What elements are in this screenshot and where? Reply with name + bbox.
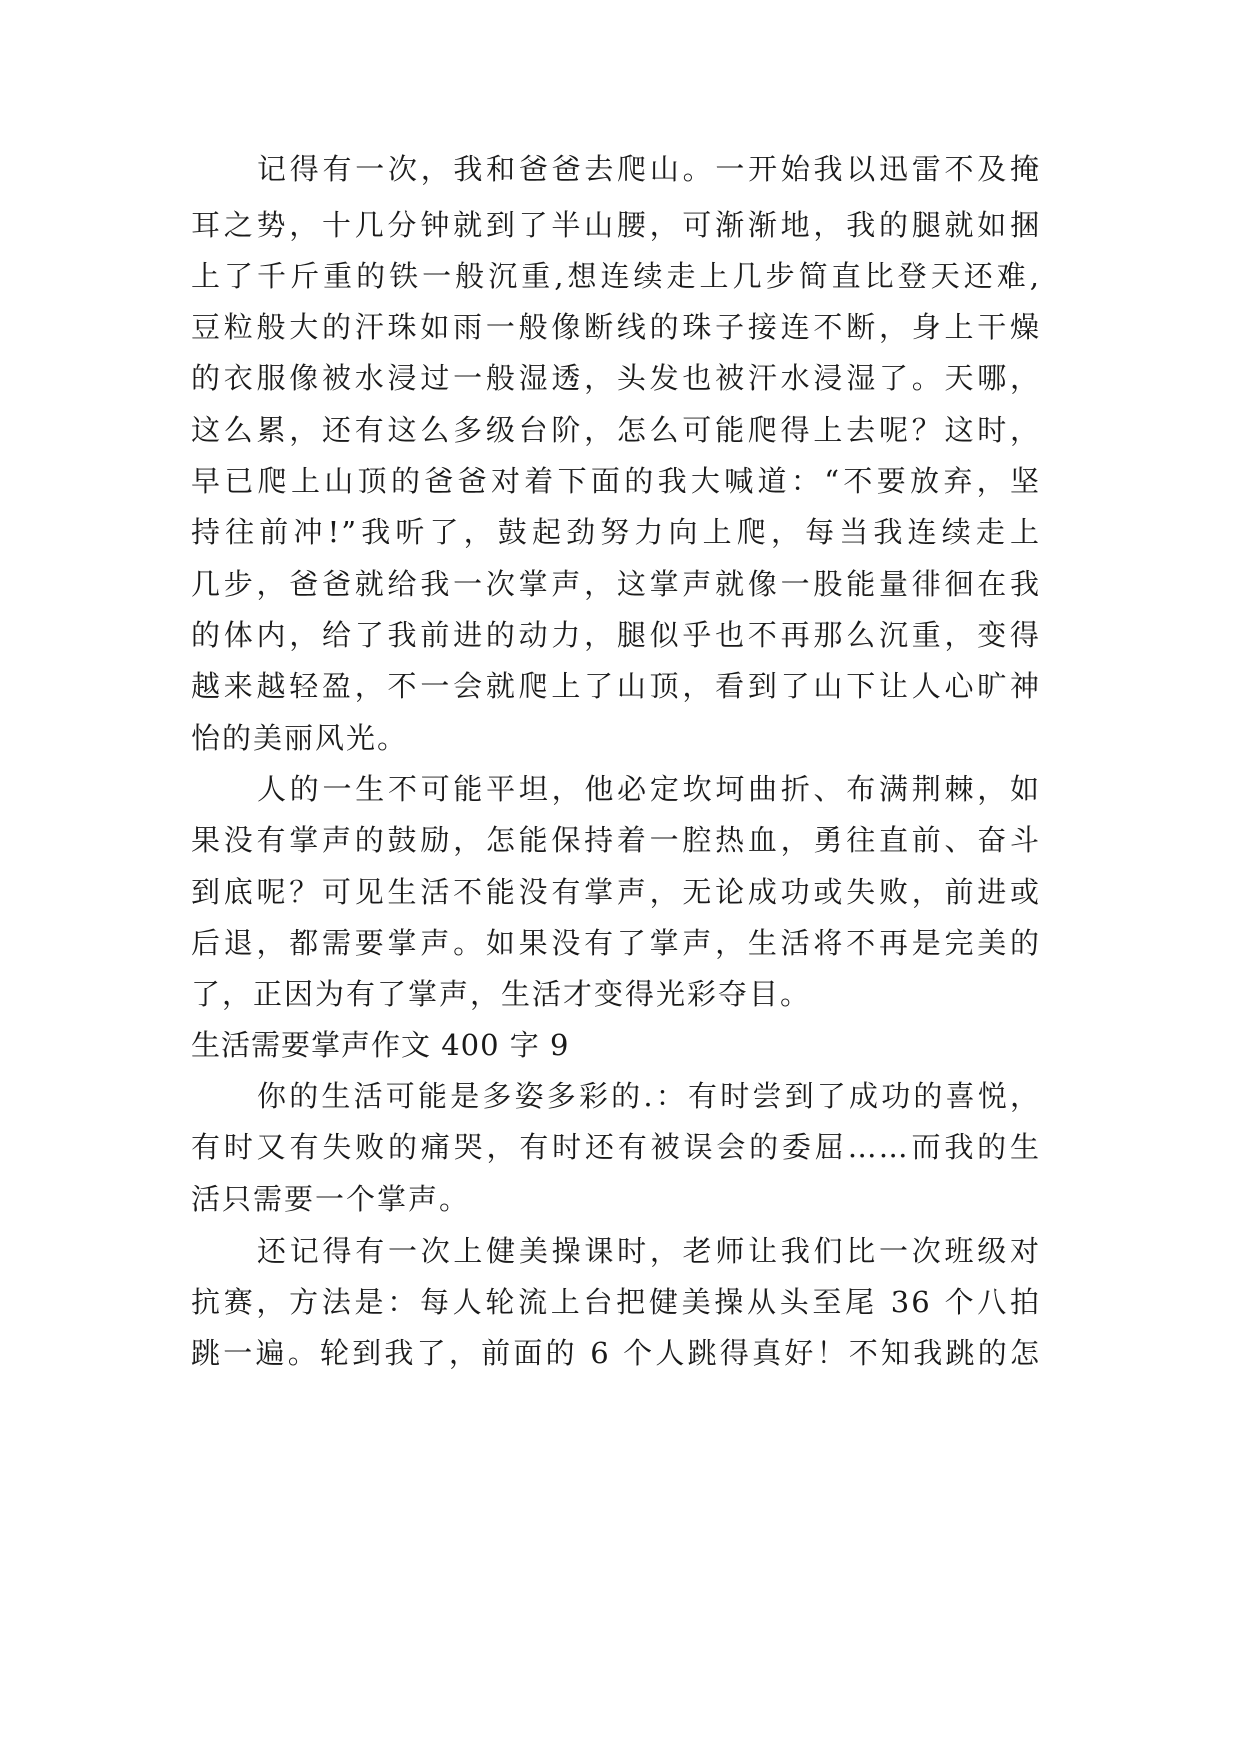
text-line: 耳之势，十几分钟就到了半山腰，可渐渐地，我的腿就如捆 [191, 208, 1041, 242]
text-line: 有时又有失败的痛哭，有时还有被误会的委屈……而我的生 [191, 1130, 1041, 1164]
text-line: 到底呢？可见生活不能没有掌声，无论成功或失败，前进或 [191, 875, 1041, 909]
text-line: 这么累，还有这么多级台阶，怎么可能爬得上去呢？这时， [191, 413, 1041, 447]
text-line: 人的一生不可能平坦，他必定坎坷曲折、布满荆棘，如 [257, 772, 1041, 806]
text-line: 持往前冲!”我听了，鼓起劲努力向上爬，每当我连续走上 [191, 515, 1041, 549]
text-line: 的衣服像被水浸过一般湿透，头发也被汗水浸湿了。天哪， [191, 361, 1041, 395]
text-line: 早已爬上山顶的爸爸对着下面的我大喊道：“不要放弃，坚 [191, 464, 1041, 498]
text-line: 了，正因为有了掌声，生活才变得光彩夺目。 [191, 977, 812, 1011]
text-line: 还记得有一次上健美操课时，老师让我们比一次班级对 [257, 1234, 1041, 1268]
text-line: 怡的美丽风光。 [191, 721, 409, 755]
text-line: 几步，爸爸就给我一次掌声，这掌声就像一股能量徘徊在我 [191, 567, 1041, 601]
text-line: 的体内，给了我前进的动力，腿似乎也不再那么沉重，变得 [191, 618, 1041, 652]
text-line: 果没有掌声的鼓励，怎能保持着一腔热血，勇往直前、奋斗 [191, 823, 1041, 857]
text-line: 豆粒般大的汗珠如雨一般像断线的珠子接连不断，身上干燥 [191, 310, 1041, 344]
text-line: 上了千斤重的铁一般沉重,想连续走上几步简直比登天还难, [191, 259, 1041, 293]
section-heading: 生活需要掌声作文 400 字 9 [191, 1028, 570, 1062]
text-line: 跳一遍。轮到我了，前面的 6 个人跳得真好！不知我跳的怎 [191, 1336, 1041, 1370]
text-line: 抗赛，方法是：每人轮流上台把健美操从头至尾 36 个八拍 [191, 1285, 1041, 1319]
text-line: 你的生活可能是多姿多彩的.：有时尝到了成功的喜悦， [257, 1079, 1041, 1113]
text-line: 越来越轻盈，不一会就爬上了山顶，看到了山下让人心旷神 [191, 669, 1041, 703]
text-line: 记得有一次，我和爸爸去爬山。一开始我以迅雷不及掩 [257, 152, 1041, 186]
text-line: 后退，都需要掌声。如果没有了掌声，生活将不再是完美的 [191, 926, 1041, 960]
text-line: 活只需要一个掌声。 [191, 1182, 471, 1216]
